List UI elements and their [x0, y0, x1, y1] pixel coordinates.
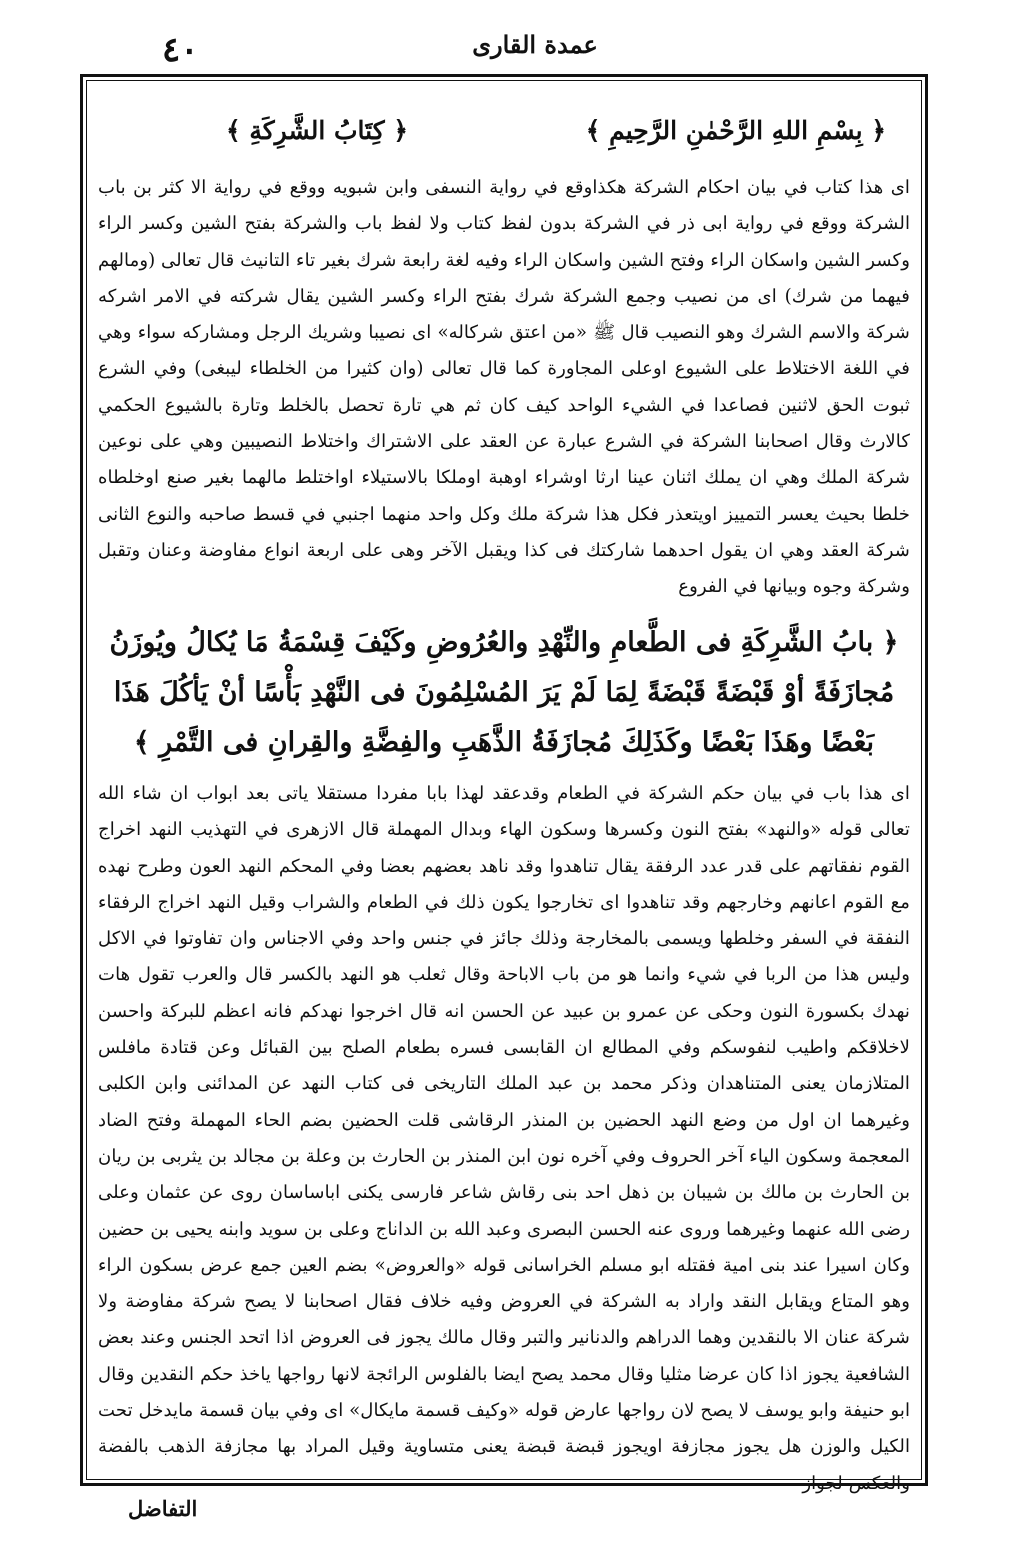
page-number: ٤٠	[162, 30, 199, 70]
commentary-main-paragraph: اى هذا باب في بيان حكم الشركة في الطعام وقدعقد لهذا بابا مفردا مستقلا ياتى بعد ابواب ان شاء الله تعالى قوله «والنهد» بفتح النون وكسرها وسكون الهاء وبدال المهملة قال الازهرى في التهذيب النهد اخراج القوم نفقاتهم على قدر عدد الرفقة يقال تناهدوا وقد ناهد بعضهم بعضا وفي المحكم النهد العون وطرح نهده مع القوم اعانهم وخارجهم وقد تناهدوا اى تخارجوا يكون ذلك في الطعام والشراب وقيل النهد اخراج الرفقاء النفقة في السفر وخلطها ويسمى بالمخارجة وذلك جائز في جنس واحد وفي الاجناس وان تفاوتوا في الاكل وليس هذا من الربا في شيء وانما هو من باب الاباحة وقال ثعلب هو النهد بالكسر قال والعرب تقول هات نهدك بكسورة النون وحكى عن عمرو بن عبيد عن الحسن انه قال اخرجوا نهدكم فانه اعظم للبركة واحسن لاخلاقكم واطيب لنفوسكم وفي المطالع ان القابسى فسره بطعام الصلح بين القبائل وعن قتادة مافلس المتلازمان يعنى المتناهدان وذكر محمد بن عبد الملك التاريخى فى كتاب النهد عن المدائنى وابن الكلبى وغيرهما ان اول من وضع النهد الحضين بن المنذر الرقاشى قلت الحضين بضم الحاء المهملة وفتح الضاد المعجمة وسكون الياء آخر الحروف وفي آخره نون ابن المنذر بن الحارث بن وعلة بن مجالد بن يثربى بن ريان بن الحارث بن مالك بن شيبان بن ذهل احد بنى رقاش شاعر فارسى يكنى اباساسان روى عن عثمان وعلى رضى الله عنهما وغيرهما وروى عنه الحسن البصرى وعبد الله بن الداناج وعلى بن سويد وابنه يحيى بن حضين وكان اسيرا عند بنى امية فقتله ابو مسلم الخراسانى قوله «والعروض» بضم العين جمع عرض بسكون الراء وهو المتاع ويقابل النقد واراد به الشركة في العروض وفيه خلاف فقال اصحابنا لا يصح شركة مفاوضة ولا شركة عنان الا بالنقدين وهما الدراهم والدنانير والتبر وقال مالك يجوز فى العروض اذا اتحد الجنس وعند بعض الشافعية يجوز اذا كان عرضا مثليا وقال محمد يصح ايضا بالفلوس الرائجة لانها رواجها ياخذ حكم النقدين وقال ابو حنيفة وابو يوسف لا يصح لان رواجها عارض قوله «وكيف قسمة مايكال» اى وفي بيان قسمة مايدخل تحت الكيل والوزن هل يجوز مجازفة اويجوز قبضة قبضة يعنى متساوية وقيل المراد بها مجازفة الذهب بالفضة والعكس لجواز	[98, 783, 911, 1494]
book-title-heading: ﴿ كِتَابُ الشَّرِكَةِ ﴾	[226, 115, 408, 145]
running-title: عمدة القارى	[472, 30, 598, 59]
commentary-intro-paragraph: اى هذا كتاب في بيان احكام الشركة هكذاوقع في رواية النسفى وابن شبويه ووقع في رواية الا كثر بن باب الشركة ووقع في رواية ابى ذر في الشركة بدون لفظ كتاب ولا لفظ باب والشركة بفتح الشين وكسر الراء وكسر الشين واسكان الراء وفتح الشين واسكان الراء وفيه لغة رابعة شرك بغير تاء التانيث قال تعالى (ومالهم فيهما من شرك) اى من نصيب وجمع الشركة شرك بفتح الراء وكسر الشين يقال شركته في الامر اشركه شركة والاسم الشرك وهو النصيب قال ﷺ «من اعتق شركاله» اى نصيبا وشريك الرجل ومشاركه سواء وهي في اللغة الاختلاط على الشيوع اوعلى المجاورة كما قال تعالى (وان كثيرا من الخلطاء ليبغى) وفي الشرع ثبوت الحق لاثنين فصاعدا في الشيء الواحد كيف كان ثم هي تارة تحصل بالخلط وتارة بالشيوع الحكمي كالارث وقال اصحابنا الشركة في الشرع عبارة عن العقد على الاشتراك واختلاط النصيبين وهي على نوعين شركة الملك وهي ان يملك اثنان عينا ارثا اوشراء اوهبة اوملكا بالاستيلاء اواختلط مالهما بغير صنع اوخلطاه خلطا بحيث يعسر التمييز اويتعذر فكل هذا شركة ملك وكل واحد منهما اجنبي في قسط صاحبه والنوع الثانى شركة العقد وهي ان يقول احدهما شاركتك فى كذا ويقبل الآخر وهى على اربعة انواع مفاوضة وعنان وتقبل وشركة وجوه وبيانها في الفروع	[98, 177, 910, 598]
catchword: التفاضل	[128, 1496, 198, 1521]
page-body	[98, 104, 911, 1494]
basmala-heading: ﴿ بِسْمِ اللهِ الرَّحْمٰنِ الرَّحِيمِ ﴾	[585, 115, 886, 145]
chapter-title: ﴿ بابُ الشَّرِكَةِ فى الطَّعامِ والنِّهْدِ والعُرُوضِ وكَيْفَ قِسْمَةُ مَا يُكالُ ويُوزَنُ مُجازَفَةً أوْ قَبْضَةً قَبْضَةً لِمَا لَمْ يَرَ المُسْلِمُونَ فى النَّهْدِ بَأْسًا أنْ يَأكُلَ هَذَا بَعْضًا وهَذَا بَعْضًا وكَذَلِكَ مُجازَفَةُ الذَّهَبِ والفِضَّةِ والقِرانِ فى التَّمْرِ ﴾	[109, 627, 899, 758]
heading-row	[98, 104, 910, 156]
